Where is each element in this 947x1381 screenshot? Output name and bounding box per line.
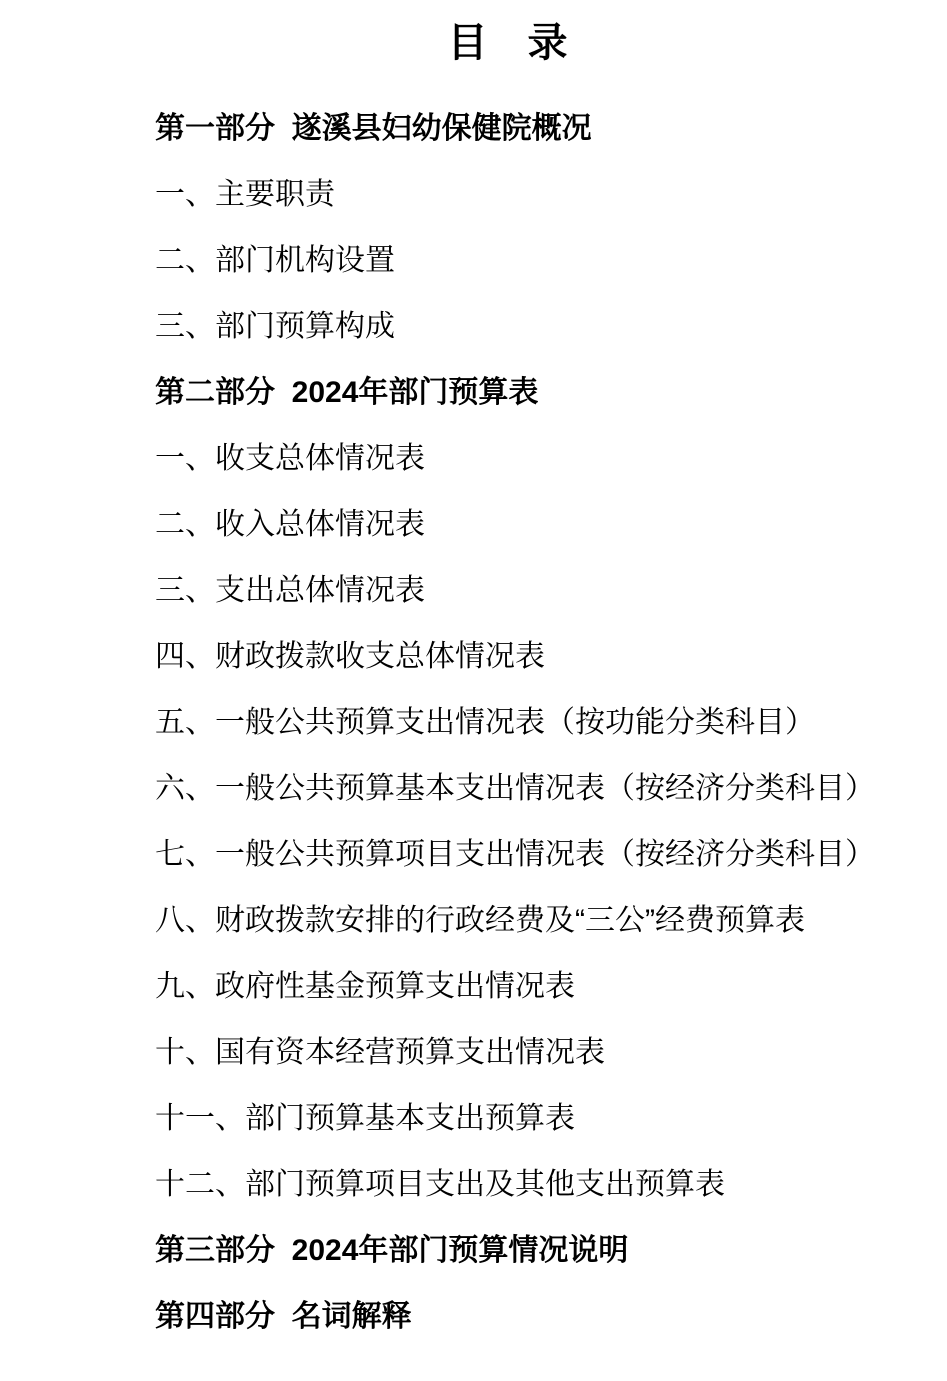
page-title: 目 录 bbox=[447, 21, 568, 65]
toc-entry: 一、主要职责 bbox=[155, 178, 335, 211]
toc-entry: 三、部门预算构成 bbox=[155, 310, 395, 343]
toc-section-heading: 第三部分 2024年部门预算情况说明 bbox=[155, 1234, 629, 1267]
toc-entry: 九、政府性基金预算支出情况表 bbox=[155, 970, 575, 1003]
toc-entry: 十一、部门预算基本支出预算表 bbox=[155, 1102, 575, 1135]
toc-entry: 二、收入总体情况表 bbox=[155, 508, 425, 541]
toc-entry: 十、国有资本经营预算支出情况表 bbox=[155, 1036, 605, 1069]
toc-entry: 七、一般公共预算项目支出情况表（按经济分类科目） bbox=[155, 838, 875, 871]
toc-entry: 十二、部门预算项目支出及其他支出预算表 bbox=[155, 1168, 725, 1201]
toc-section-heading: 第四部分 名词解释 bbox=[155, 1300, 412, 1333]
toc-entry: 四、财政拨款收支总体情况表 bbox=[155, 640, 545, 673]
toc-entry: 二、部门机构设置 bbox=[155, 244, 395, 277]
toc-entry: 一、收支总体情况表 bbox=[155, 442, 425, 475]
toc-entry: 八、财政拨款安排的行政经费及“三公”经费预算表 bbox=[155, 904, 805, 937]
toc-list bbox=[155, 96, 875, 1350]
toc-entry: 三、支出总体情况表 bbox=[155, 574, 425, 607]
toc-section-heading: 第一部分 遂溪县妇幼保健院概况 bbox=[155, 112, 592, 145]
toc-section-heading: 第二部分 2024年部门预算表 bbox=[155, 376, 539, 409]
toc-entry: 五、一般公共预算支出情况表（按功能分类科目） bbox=[155, 706, 815, 739]
toc-entry: 六、一般公共预算基本支出情况表（按经济分类科目） bbox=[155, 772, 875, 805]
